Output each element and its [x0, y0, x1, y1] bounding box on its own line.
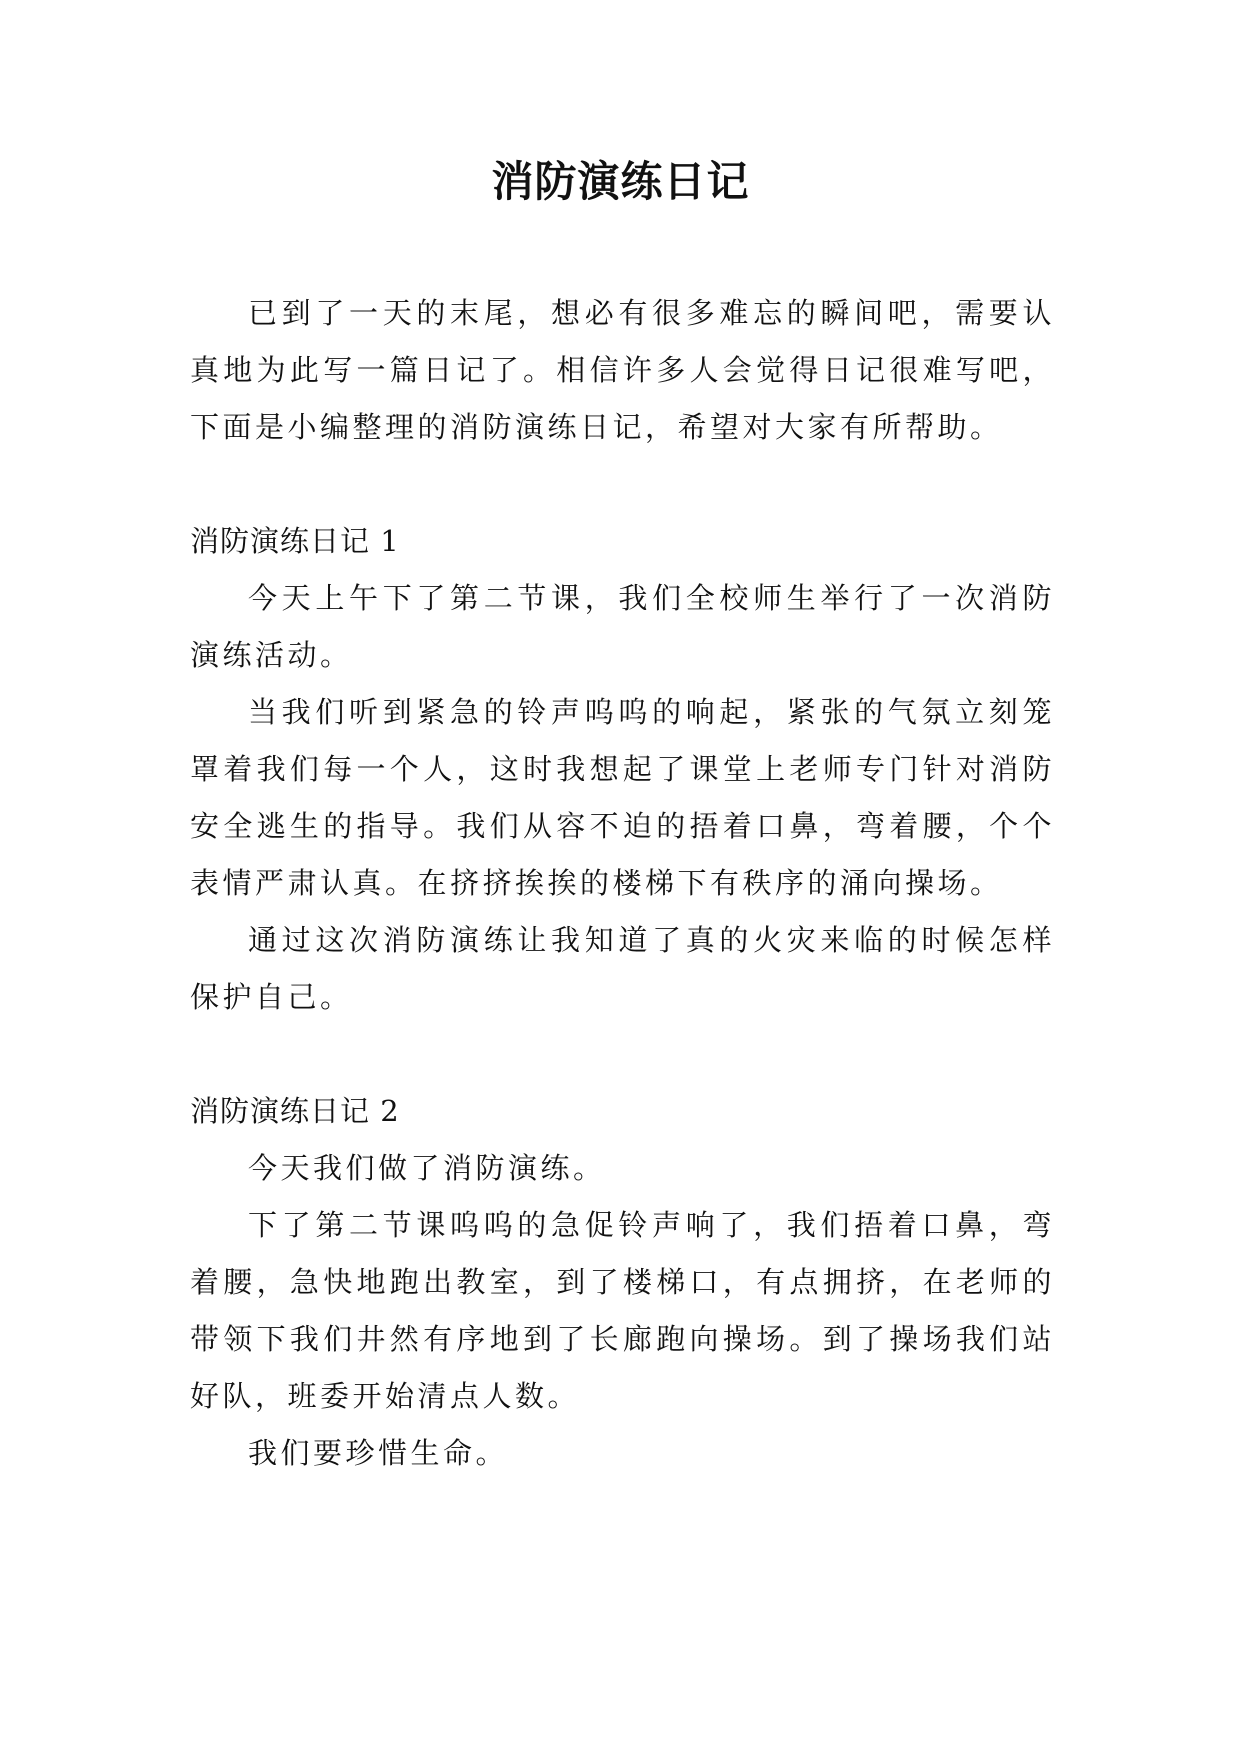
- entry-paragraph: 我们要珍惜生命。: [248, 1436, 509, 1470]
- document-body: [190, 285, 1055, 1482]
- entry-paragraph: 下了第二节课呜呜的急促铃声响了，我们捂着口鼻，弯着腰，急快地跑出教室，到了楼梯口，有点拥挤，在老师的带领下我们井然有序地到了长廊跑向操场。到了操场我们站好队，班委开始清点人数。: [190, 1208, 1055, 1413]
- document-title: 消防演练日记: [491, 157, 750, 206]
- entry-heading: 消防演练日记 2: [190, 1094, 400, 1128]
- entry-paragraph: 通过这次消防演练让我知道了真的火灾来临的时候怎样保护自己。: [190, 923, 1055, 1014]
- intro-paragraph: 已到了一天的末尾，想必有很多难忘的瞬间吧，需要认真地为此写一篇日记了。相信许多人会觉得日记很难写吧，下面是小编整理的消防演练日记，希望对大家有所帮助。: [190, 296, 1055, 444]
- entry-paragraph: 当我们听到紧急的铃声呜呜的响起，紧张的气氛立刻笼罩着我们每一个人，这时我想起了课堂上老师专门针对消防安全逃生的指导。我们从容不迫的捂着口鼻，弯着腰，个个表情严肃认真。在挤挤挨挨的楼梯下有秩序的涌向操场。: [190, 695, 1055, 900]
- entry-heading: 消防演练日记 1: [190, 524, 400, 558]
- entry-paragraph: 今天上午下了第二节课，我们全校师生举行了一次消防演练活动。: [190, 581, 1055, 672]
- entry-paragraph: 今天我们做了消防演练。: [248, 1151, 606, 1185]
